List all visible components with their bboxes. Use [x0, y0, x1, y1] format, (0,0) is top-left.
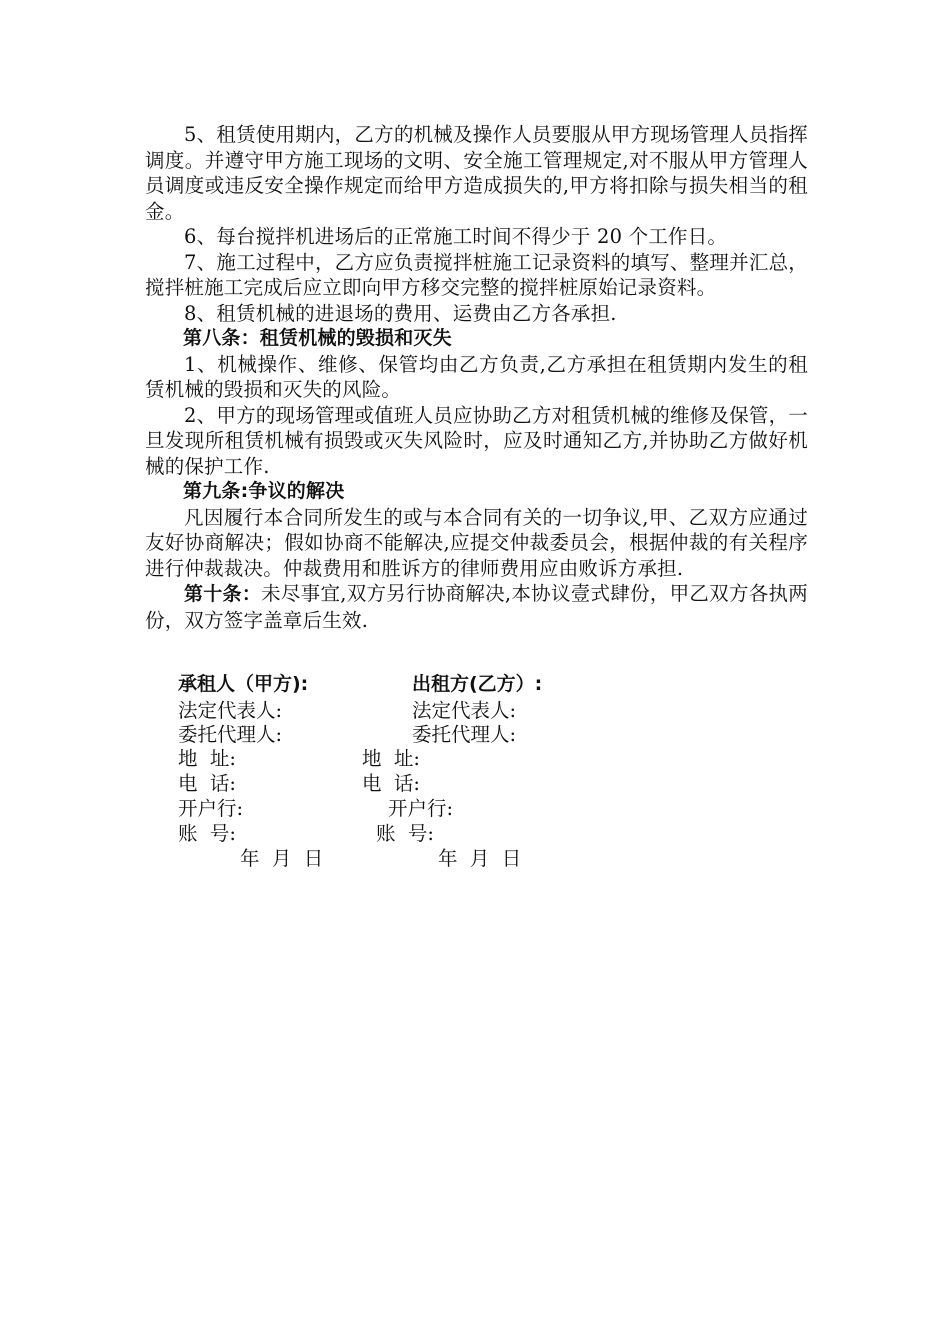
party-a-address: 地 址:	[178, 747, 236, 770]
party-a-date: 年 月 日	[240, 847, 324, 870]
party-b-legal-rep: 法定代表人:	[412, 699, 517, 722]
party-b-title: 出租方(乙方）:	[412, 673, 543, 695]
party-b-address: 地 址:	[362, 747, 420, 770]
clause-item-5: 5、租赁使用期内，乙方的机械及操作人员要服从甲方现场管理人员指挥调度。并遵守甲方施工现场的文明、安全施工管理规定,对不服从甲方管理人员调度或违反安全操作规定而给甲方造成损失的,甲方将扣除与损失相当的租金。	[145, 123, 808, 223]
article-9-title: 第九条:争议的解决	[183, 480, 345, 502]
party-a-title: 承租人（甲方):	[178, 673, 309, 695]
party-a-legal-rep: 法定代表人:	[178, 699, 283, 722]
party-a-account: 账 号:	[178, 822, 236, 845]
party-b-account: 账 号:	[376, 822, 434, 845]
party-a-agent: 委托代理人:	[178, 723, 283, 746]
article-9-body: 凡因履行本合同所发生的或与本合同有关的一切争议,甲、乙双方应通过友好协商解决；假如协商不能解决,应提交仲裁委员会，根据仲裁的有关程序进行仲裁裁决。仲裁费用和胜诉方的律师费用应由败诉方承担.	[145, 505, 808, 580]
clause-item-6: 6、每台搅拌机进场后的正常施工时间不得少于 20 个工作日。	[184, 225, 728, 248]
article-10-body: 未尽事宜,双方另行协商解决,本协议壹式肆份，甲乙双方各执两份，双方签字盖章后生效.	[145, 582, 808, 632]
article-8-title: 第八条：租赁机械的毁损和灭失	[183, 327, 452, 349]
clause-item-7: 7、施工过程中，乙方应负责搅拌桩施工记录资料的填写、整理并汇总，搅拌桩施工完成后应立即向甲方移交完整的搅拌桩原始记录资料。	[145, 250, 808, 299]
article-8-item-2: 2、甲方的现场管理或值班人员应协助乙方对租赁机械的维修及保管，一旦发现所租赁机械有损毁或灭失风险时，应及时通知乙方,并协助乙方做好机械的保护工作.	[145, 403, 808, 478]
contract-body	[145, 122, 808, 633]
party-a-bank: 开户行:	[178, 797, 244, 820]
article-10-title: 第十条：	[184, 583, 262, 605]
clause-item-8: 8、租赁机械的进退场的费用、运费由乙方各承担.	[184, 301, 617, 325]
party-b-date: 年 月 日	[438, 847, 522, 870]
party-b-agent: 委托代理人:	[412, 723, 517, 746]
party-a-phone: 电 话:	[178, 772, 236, 795]
article-10	[145, 581, 808, 633]
party-b-phone: 电 话:	[362, 772, 420, 795]
article-8-item-1: 1、机械操作、维修、保管均由乙方负责,乙方承担在租赁期内发生的租赁机械的毁损和灭失的风险。	[145, 352, 808, 401]
party-b-bank: 开户行:	[388, 797, 454, 820]
